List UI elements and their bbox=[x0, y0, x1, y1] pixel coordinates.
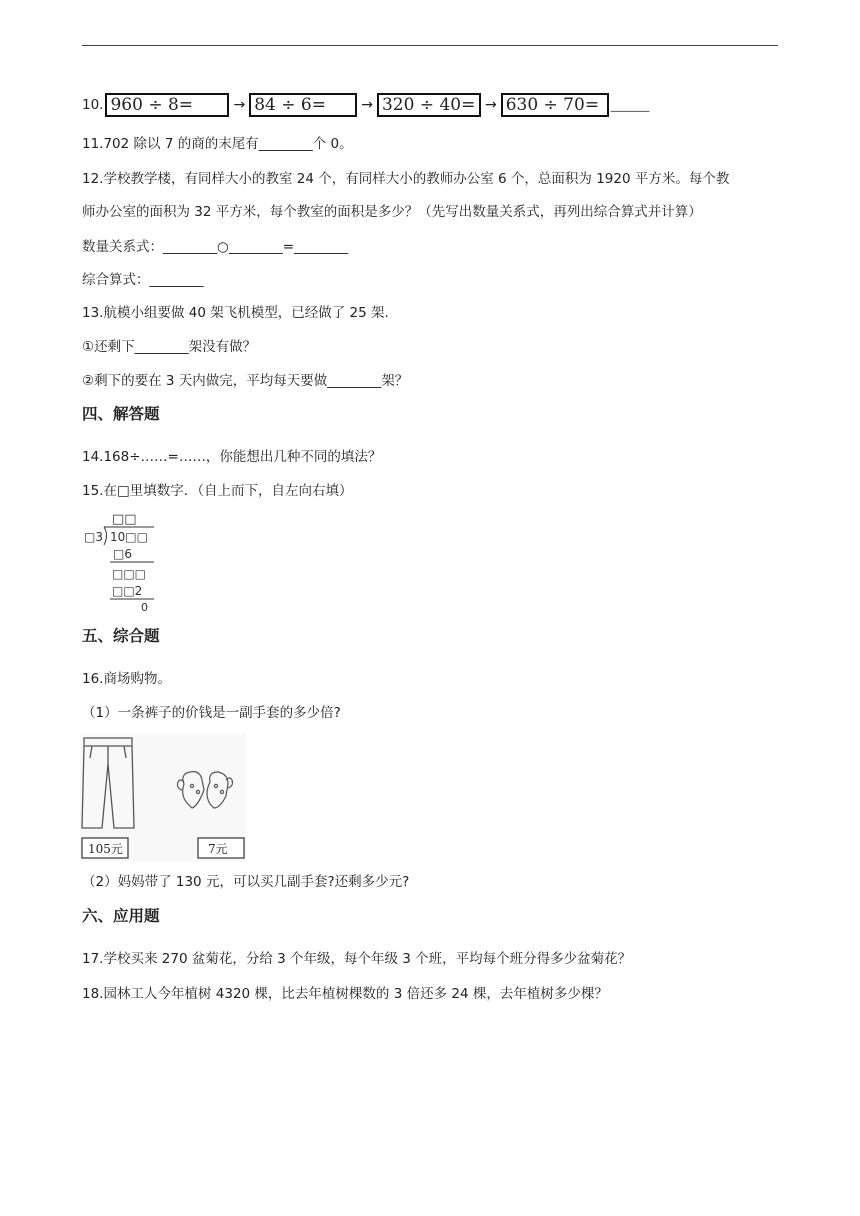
dividend: 10□□ bbox=[110, 530, 148, 544]
long-division-figure bbox=[82, 508, 172, 614]
q10-box-3: 320 ÷ 40= bbox=[377, 93, 481, 117]
q18-text: 18.园林工人今年植树 4320 棵，比去年植树棵数的 3 倍还多 24 棵，去年植树多少棵？ bbox=[82, 986, 608, 1002]
q15-stem: 15.在□里填数字．（自上而下，自左向右填） bbox=[82, 483, 353, 499]
gloves-price: 7元 bbox=[208, 842, 228, 856]
divisor: □3 bbox=[84, 530, 103, 544]
q16-part1: （1）一条裤子的价钱是一副手套的多少倍? bbox=[82, 705, 341, 721]
partial-product-2: □□2 bbox=[112, 584, 143, 598]
section-6-heading: 六、应用题 bbox=[82, 907, 160, 925]
q10-answer-blank: _______ bbox=[610, 98, 650, 112]
q10-box-2: 84 ÷ 6= bbox=[249, 93, 357, 117]
q10-number: 10. bbox=[82, 97, 104, 113]
arrow-icon: → bbox=[361, 97, 373, 113]
section-5-heading: 五、综合题 bbox=[82, 627, 160, 645]
q12-line1: 12.学校教学楼，有同样大小的教室 24 个，有同样大小的教师办公室 6 个，总面积为 1920 平方米。每个教 bbox=[82, 171, 730, 187]
q16-stem: 16.商场购物。 bbox=[82, 671, 171, 687]
arrow-icon: → bbox=[233, 97, 246, 113]
final-remainder: 0 bbox=[141, 601, 148, 614]
partial-remainder: □□□ bbox=[112, 567, 147, 581]
division-bracket bbox=[104, 527, 107, 545]
q10-box-1: 960 ÷ 8= bbox=[105, 93, 229, 117]
partial-product-1: □6 bbox=[113, 547, 132, 561]
quotient-boxes: □□ bbox=[112, 512, 137, 527]
q17-text: 17.学校买来 270 盆菊花，分给 3 个年级，每个年级 3 个班，平均每个班分得多少盆菊花？ bbox=[82, 951, 632, 967]
q14-text: 14.168÷……=……，你能想出几种不同的填法？ bbox=[82, 449, 382, 465]
pants-price: 105元 bbox=[88, 842, 123, 856]
q10-chain bbox=[82, 90, 649, 120]
q13-part1: ①还剩下________架没有做？ bbox=[82, 339, 257, 355]
q16-part2: （2）妈妈带了 130 元，可以买几副手套?还剩多少元? bbox=[82, 874, 410, 890]
q11-text: 11.702 除以 7 的商的末尾有________个 0。 bbox=[82, 136, 353, 152]
section-4-heading: 四、解答题 bbox=[82, 405, 160, 423]
q13-stem: 13.航模小组要做 40 架飞机模型，已经做了 25 架. bbox=[82, 305, 389, 321]
header-rule bbox=[82, 45, 778, 46]
q10-box-4: 630 ÷ 70= bbox=[501, 93, 609, 117]
q12-formula: 综合算式：________ bbox=[82, 272, 204, 288]
q13-part2: ②剩下的要在 3 天内做完，平均每天要做________架？ bbox=[82, 373, 409, 389]
shopping-picture bbox=[80, 734, 246, 862]
arrow-icon: → bbox=[484, 97, 497, 113]
q12-relation: 数量关系式：________○________=________ bbox=[82, 239, 349, 255]
q12-line2: 师办公室的面积为 32 平方米，每个教室的面积是多少？（先写出数量关系式，再列出综合算式并计算） bbox=[82, 204, 702, 220]
